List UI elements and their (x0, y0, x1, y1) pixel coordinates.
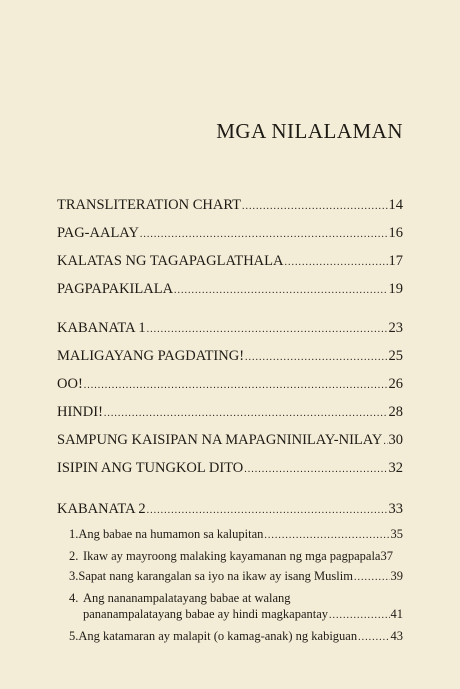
toc-subentry-1 (57, 526, 403, 544)
entry-page: 19 (388, 281, 403, 297)
entry-label: MALIGAYANG PAGDATING! (57, 348, 245, 364)
toc-entry-pag-aalay (57, 224, 403, 244)
subentry-label-continued: pananampalatayang babae ay hindi magkapantay (83, 607, 329, 621)
dot-leader (358, 630, 389, 646)
subentry-label: Ang babae na humamon sa kalupitan (78, 527, 264, 541)
subentry-label: Sapat nang karangalan sa iyo na ikaw ay isang Muslim (78, 569, 353, 583)
entry-label: KABANATA 2 (57, 501, 146, 517)
entry-label: OO! (57, 376, 83, 392)
subentry-page: 41 (390, 607, 403, 621)
subentry-line-1 (69, 590, 403, 606)
entry-label: KABANATA 1 (57, 320, 146, 336)
toc-subentry-3 (57, 568, 403, 586)
dot-leader (147, 321, 388, 339)
entry-page: 28 (388, 404, 403, 420)
subentry-page: 37 (380, 549, 393, 563)
dot-leader (245, 349, 387, 367)
dot-leader (284, 254, 387, 272)
subentry-page: 35 (390, 527, 403, 541)
subentry-number: 2. (69, 549, 79, 563)
toc-entry-oo (57, 375, 403, 395)
entry-label: HINDI! (57, 404, 103, 420)
subentry-page: 43 (390, 629, 403, 643)
entry-page: 17 (388, 253, 403, 269)
subentry-label: Ang katamaran ay malapit (o kamag-anak) ng kabiguan (78, 629, 358, 643)
entry-page: 30 (388, 432, 403, 448)
entry-page: 23 (388, 320, 403, 336)
toc-entry-hindi (57, 403, 403, 423)
subentry-label: Ikaw ay mayroong malaking kayamanan ng mga pagpapala (83, 549, 381, 563)
dot-leader (147, 502, 388, 520)
toc-entry-kalatas (57, 252, 403, 272)
toc-entry-isipin (57, 459, 403, 479)
dot-leader (329, 608, 389, 624)
entry-page: 25 (388, 348, 403, 364)
entry-page: 32 (388, 460, 403, 476)
entry-label: ISIPIN ANG TUNGKOL DITO (57, 460, 244, 476)
entry-page: 33 (388, 501, 403, 517)
toc-subentry-4 (57, 590, 403, 624)
entry-label: SAMPUNG KAISIPAN NA MAPAGNINILAY-NILAY (57, 432, 383, 448)
toc-entry-maligayang-pagdating (57, 347, 403, 367)
entry-label: PAGPAPAKILALA (57, 281, 174, 297)
dot-leader (242, 198, 388, 216)
entry-label: TRANSLITERATION CHART (57, 197, 241, 213)
subentry-label: Ang nananampalatayang babae at walang (83, 591, 291, 605)
subentry-number: 1. (69, 527, 79, 541)
subentry-page: 39 (390, 569, 403, 583)
dot-leader (354, 570, 390, 586)
dot-leader (140, 226, 388, 244)
entry-page: 16 (388, 225, 403, 241)
toc-entry-kabanata-2 (57, 500, 403, 520)
dot-leader (84, 377, 388, 395)
dot-leader (383, 433, 387, 451)
subentry-number: 4. (69, 591, 79, 605)
table-of-contents (57, 196, 403, 646)
dot-leader (104, 405, 388, 423)
entry-page: 14 (388, 197, 403, 213)
entry-label: KALATAS NG TAGAPAGLATHALA (57, 253, 284, 269)
toc-entry-pagpapakilala (57, 280, 403, 300)
toc-entry-kabanata-1 (57, 319, 403, 339)
dot-leader (174, 282, 387, 300)
dot-leader (264, 528, 389, 544)
subentry-line-2 (69, 606, 403, 624)
toc-entry-sampung-kaisipan (57, 431, 403, 451)
subentry-number: 3. (69, 569, 79, 583)
toc-entry-transliteration-chart (57, 196, 403, 216)
toc-subentry-2 (57, 548, 403, 564)
page-title: MGA NILALAMAN (216, 119, 403, 143)
subentry-number: 5. (69, 629, 79, 643)
toc-subentry-5 (57, 628, 403, 646)
entry-page: 26 (388, 376, 403, 392)
dot-leader (244, 461, 387, 479)
entry-label: PAG-AALAY (57, 225, 139, 241)
